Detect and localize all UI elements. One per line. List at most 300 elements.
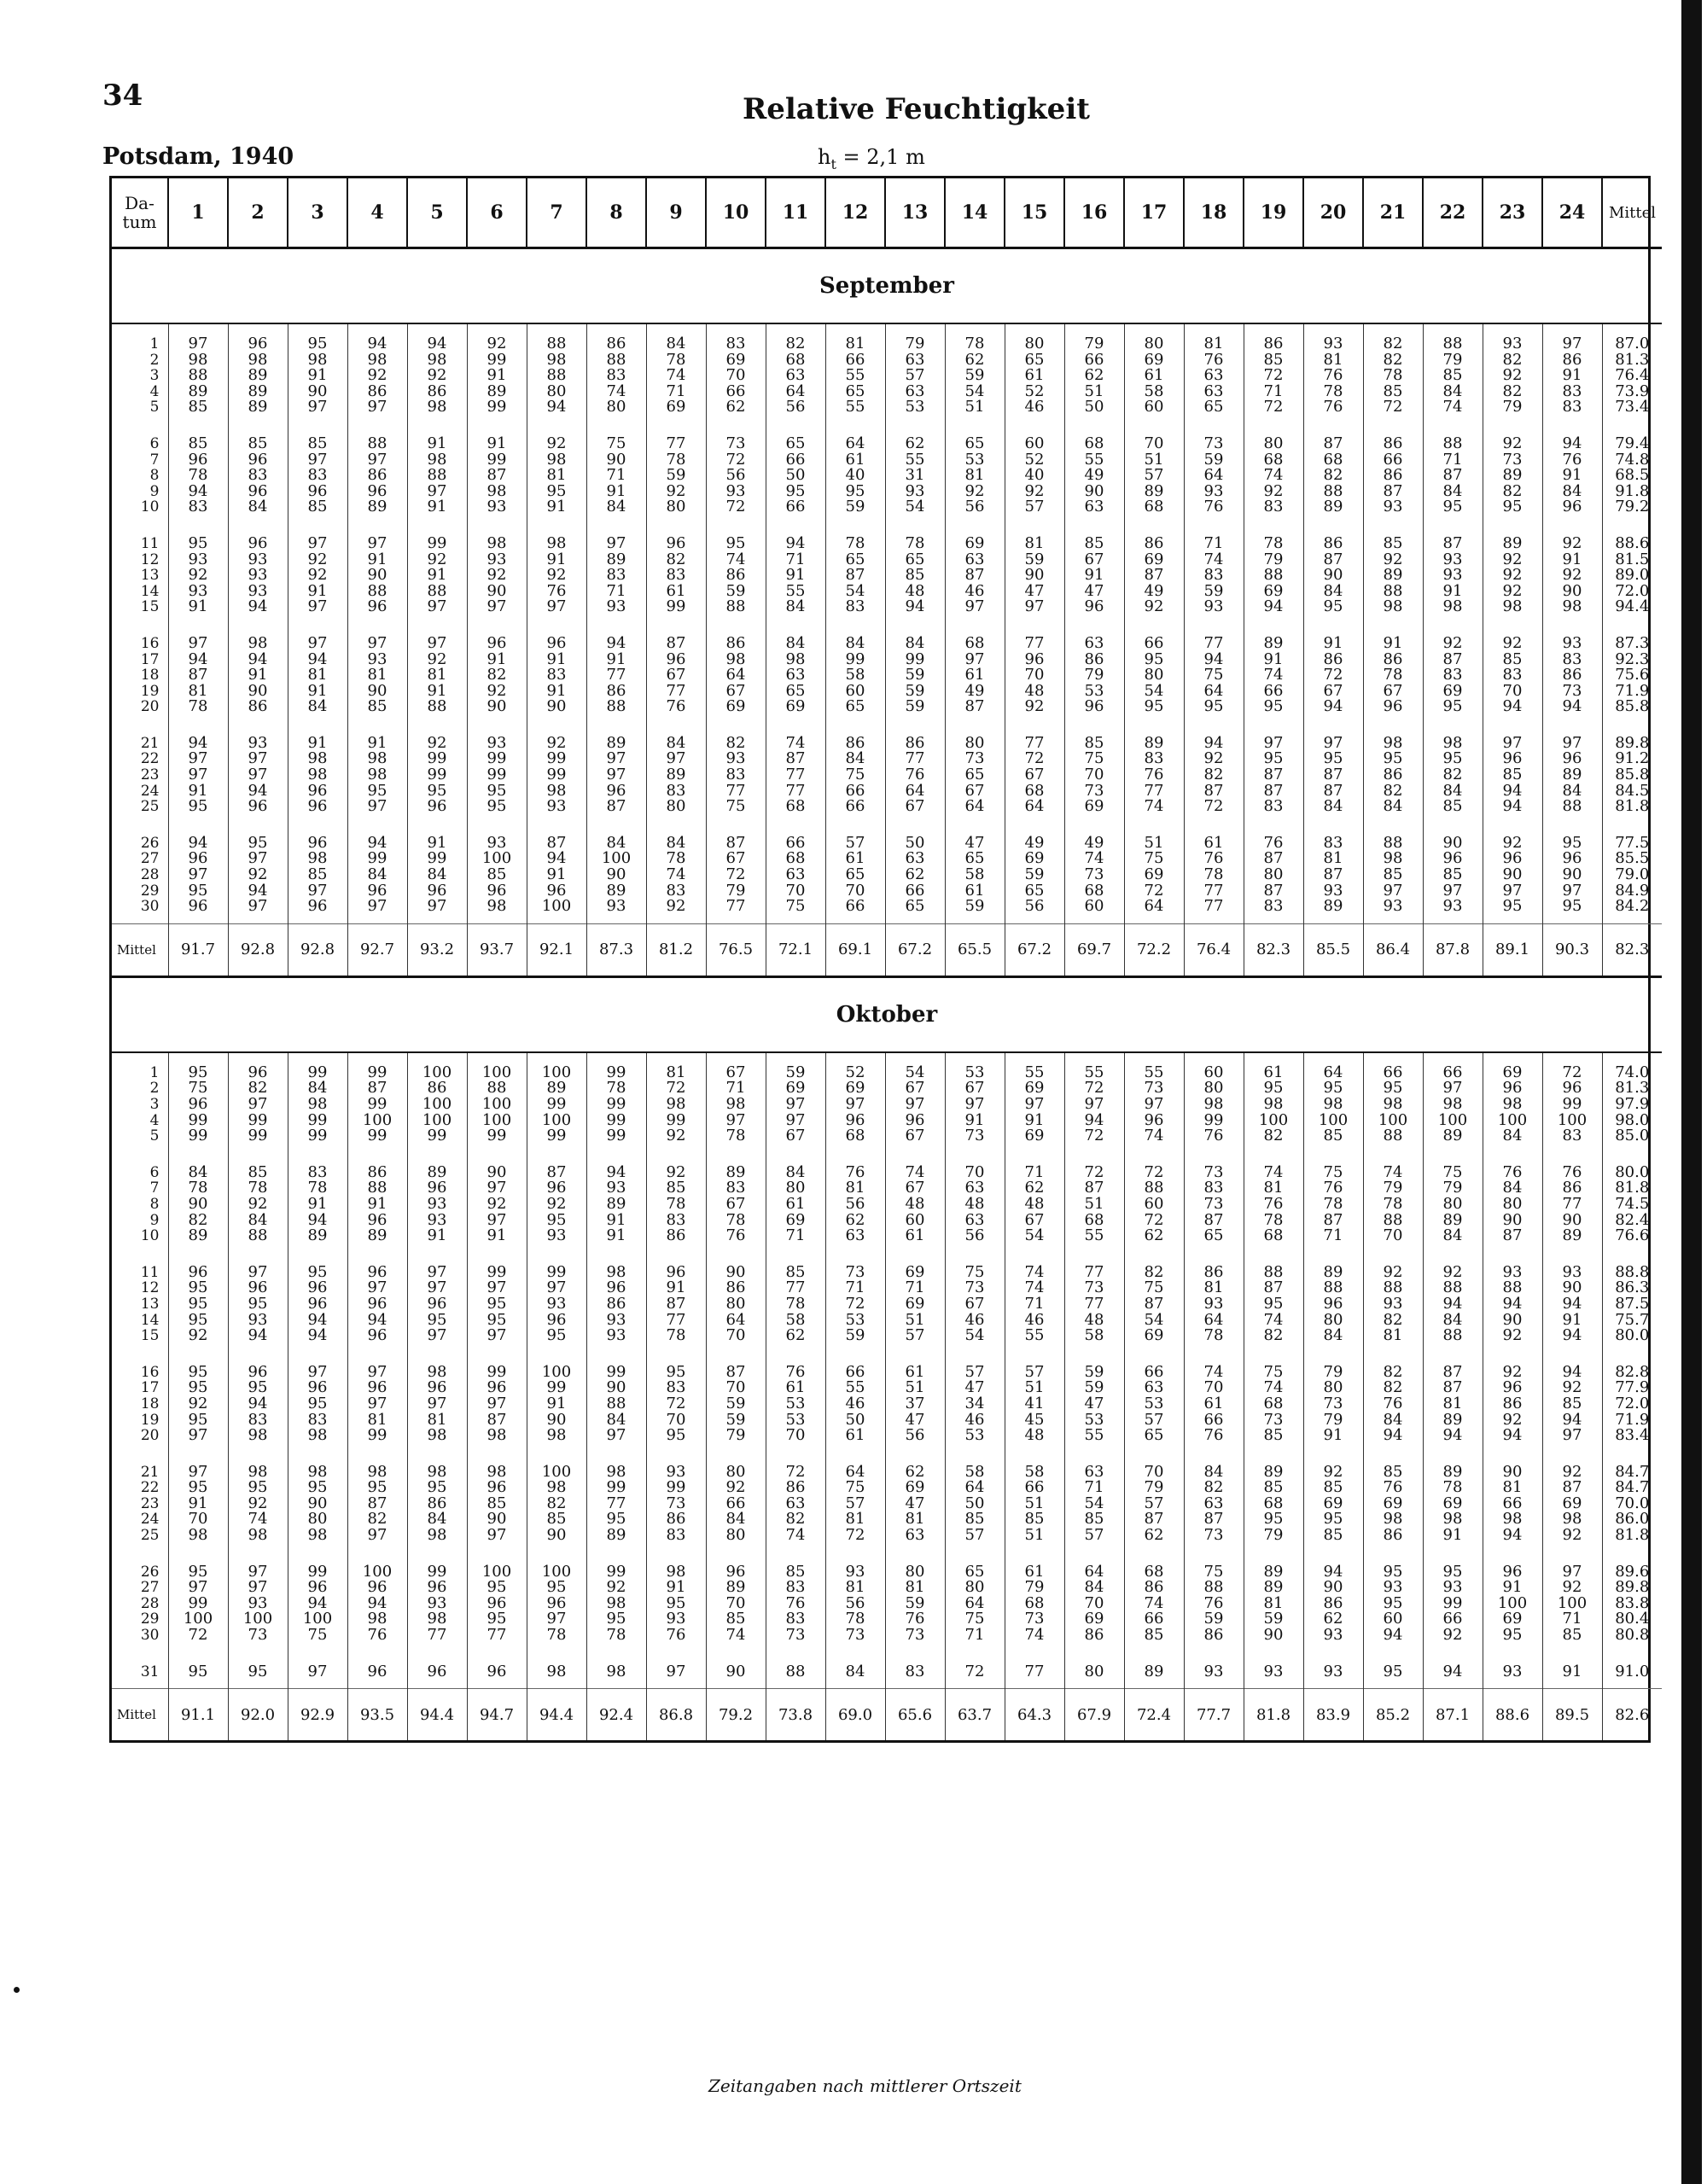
- humidity-cell: 84: [407, 867, 467, 883]
- date-cell: 29: [112, 883, 168, 900]
- humidity-cell: 100: [228, 1611, 288, 1628]
- humidity-cell: 66: [885, 883, 945, 900]
- daily-mean-cell: 91.2: [1615, 749, 1650, 768]
- humidity-cell: 75: [766, 899, 825, 923]
- humidity-cell: 76: [1483, 1153, 1542, 1181]
- humidity-cell: 62: [885, 867, 945, 883]
- humidity-cell: 72: [1124, 1153, 1184, 1181]
- humidity-cell: 93: [706, 751, 766, 767]
- daily-mean-cell: 74.5: [1615, 1194, 1650, 1213]
- daily-mean-cell: 80.8: [1615, 1626, 1650, 1645]
- humidity-cell: 93: [586, 899, 646, 923]
- date-cell: 24: [112, 783, 168, 800]
- column-header-hour: 6: [467, 178, 527, 248]
- humidity-cell: 85: [1064, 524, 1124, 552]
- humidity-cell: 83: [706, 323, 766, 352]
- humidity-cell: 95: [407, 1313, 467, 1329]
- hourly-mean-cell: 64.3: [1005, 1689, 1064, 1741]
- humidity-cell: 83: [168, 499, 228, 524]
- humidity-cell: 74: [1244, 1313, 1303, 1329]
- humidity-cell: 86: [586, 323, 646, 352]
- humidity-cell: 53: [885, 399, 945, 424]
- humidity-cell: 76: [1184, 1428, 1244, 1453]
- humidity-cell: 81: [825, 1180, 885, 1197]
- humidity-cell: 85: [467, 867, 527, 883]
- humidity-cell: 57: [885, 1328, 945, 1353]
- humidity-cell: 63: [825, 1228, 885, 1253]
- humidity-cell: 80: [646, 499, 706, 524]
- humidity-cell: 77: [766, 783, 825, 800]
- humidity-cell: 96: [228, 1052, 288, 1081]
- humidity-cell: 56: [766, 399, 825, 424]
- humidity-cell: 94: [228, 1328, 288, 1353]
- humidity-cell: 57: [1005, 1353, 1064, 1381]
- date-cell: 14: [112, 584, 168, 600]
- table-row: [112, 1628, 1662, 1652]
- humidity-cell: 93: [586, 1328, 646, 1353]
- humidity-cell: 94: [1303, 1552, 1363, 1581]
- hourly-mean-cell: 93.2: [407, 923, 467, 976]
- table-row: [112, 1052, 1662, 1081]
- humidity-cell: 92: [168, 1328, 228, 1353]
- humidity-cell: 85: [347, 699, 407, 724]
- humidity-cell: 74: [1124, 799, 1184, 824]
- humidity-cell: 73: [228, 1628, 288, 1652]
- humidity-cell: 73: [885, 1628, 945, 1652]
- humidity-cell: 93: [467, 499, 527, 524]
- humidity-cell: 98: [288, 1428, 347, 1453]
- daily-mean-cell: 81.8: [1615, 797, 1650, 816]
- date-cell: 22: [112, 1480, 168, 1496]
- hourly-mean-cell: 86.4: [1363, 923, 1423, 976]
- humidity-cell: 49: [1124, 584, 1184, 600]
- row-group: [112, 1652, 1662, 1689]
- humidity-cell: 90: [1303, 1580, 1363, 1596]
- humidity-cell: 69: [945, 524, 1005, 552]
- humidity-cell: 100: [1483, 1113, 1542, 1129]
- humidity-cell: 91: [527, 552, 586, 568]
- humidity-cell: 62: [766, 1328, 825, 1353]
- humidity-cell: 98: [347, 352, 407, 369]
- humidity-cell: 71: [1244, 384, 1303, 400]
- humidity-cell: 67: [885, 799, 945, 824]
- humidity-cell: 95: [347, 1480, 407, 1496]
- humidity-cell: 55: [1064, 452, 1124, 469]
- overall-mean-cell: 82.3: [1602, 923, 1662, 976]
- humidity-cell: 84: [1423, 783, 1483, 800]
- humidity-cell: 98: [586, 1652, 646, 1689]
- humidity-cell: 99: [586, 1353, 646, 1381]
- humidity-cell: 79: [1423, 352, 1483, 369]
- daily-mean-cell: 85.8: [1615, 697, 1650, 716]
- humidity-cell: 100: [527, 1353, 586, 1381]
- humidity-cell: 95: [1423, 499, 1483, 524]
- hourly-mean-cell: 87.8: [1423, 923, 1483, 976]
- humidity-cell: 64: [1064, 1552, 1124, 1581]
- humidity-cell: 89: [168, 384, 228, 400]
- table-row: [112, 1528, 1662, 1552]
- humidity-cell: 72: [706, 452, 766, 469]
- humidity-cell: 66: [825, 899, 885, 923]
- hourly-mean-cell: 72.4: [1124, 1689, 1184, 1741]
- humidity-cell: 48: [945, 1197, 1005, 1213]
- humidity-cell: 100: [467, 1113, 527, 1129]
- humidity-cell: 99: [407, 767, 467, 783]
- humidity-cell: 95: [1244, 1511, 1303, 1528]
- date-cell: 28: [112, 867, 168, 883]
- humidity-cell: 90: [467, 1153, 527, 1181]
- humidity-cell: 50: [1064, 399, 1124, 424]
- humidity-cell: 63: [1124, 1380, 1184, 1396]
- humidity-cell: 86: [885, 724, 945, 752]
- date-cell: 26: [112, 1552, 168, 1581]
- humidity-cell: 70: [1005, 667, 1064, 684]
- humidity-cell: 95: [288, 1480, 347, 1496]
- humidity-cell: 92: [467, 684, 527, 700]
- humidity-cell: 93: [228, 1313, 288, 1329]
- humidity-cell: 68: [1005, 1596, 1064, 1612]
- humidity-cell: 91: [288, 684, 347, 700]
- humidity-cell: 58: [1064, 1328, 1124, 1353]
- humidity-cell: 86: [1184, 1628, 1244, 1652]
- humidity-cell: 54: [885, 499, 945, 524]
- humidity-cell: 98: [527, 1428, 586, 1453]
- hourly-mean-cell: 77.7: [1184, 1689, 1244, 1741]
- humidity-cell: 82: [1483, 484, 1542, 500]
- humidity-cell: 61: [1005, 1552, 1064, 1581]
- column-header-hour: 10: [706, 178, 766, 248]
- humidity-cell: 65: [1184, 1228, 1244, 1253]
- column-header-hour: 22: [1423, 178, 1483, 248]
- humidity-cell: 48: [885, 584, 945, 600]
- humidity-cell: 97: [347, 1528, 407, 1552]
- humidity-cell: 96: [646, 652, 706, 668]
- humidity-cell: 95: [527, 1328, 586, 1353]
- humidity-cell: 74: [1005, 1628, 1064, 1652]
- humidity-cell: 85: [228, 424, 288, 452]
- humidity-cell: 91: [1005, 1113, 1064, 1129]
- humidity-cell: 96: [467, 1596, 527, 1612]
- humidity-cell: 96: [527, 1313, 586, 1329]
- humidity-cell: 93: [168, 552, 228, 568]
- humidity-cell: 97: [706, 1113, 766, 1129]
- humidity-cell: 88: [1423, 323, 1483, 352]
- humidity-cell: 76: [885, 767, 945, 783]
- humidity-cell: 93: [1363, 899, 1423, 923]
- humidity-cell: 90: [1542, 1213, 1602, 1229]
- humidity-cell: 59: [1244, 1611, 1303, 1628]
- humidity-cell: 94: [1483, 799, 1542, 824]
- humidity-cell: 88: [347, 1180, 407, 1197]
- humidity-cell: 91: [1542, 1652, 1602, 1689]
- hourly-mean-cell: 72.1: [766, 923, 825, 976]
- humidity-cell: 96: [586, 783, 646, 800]
- humidity-cell: 94: [766, 524, 825, 552]
- humidity-cell: 77: [766, 767, 825, 783]
- humidity-cell: 96: [1483, 1552, 1542, 1581]
- humidity-cell: 91: [467, 652, 527, 668]
- humidity-cell: 75: [1184, 1552, 1244, 1581]
- humidity-cell: 89: [1303, 899, 1363, 923]
- table-row: [112, 851, 1662, 867]
- humidity-cell: 98: [1363, 1511, 1423, 1528]
- humidity-cell: 63: [1184, 1496, 1244, 1512]
- humidity-cell: 71: [586, 584, 646, 600]
- humidity-cell: 93: [1483, 1253, 1542, 1281]
- humidity-cell: 75: [1184, 667, 1244, 684]
- table-row: [112, 568, 1662, 584]
- humidity-cell: 59: [825, 1328, 885, 1353]
- humidity-cell: 80: [1064, 1652, 1124, 1689]
- humidity-cell: 89: [1423, 1453, 1483, 1481]
- humidity-cell: 100: [527, 1453, 586, 1481]
- humidity-cell: 90: [1303, 568, 1363, 584]
- humidity-cell: 93: [527, 1228, 586, 1253]
- humidity-cell: 55: [825, 368, 885, 384]
- humidity-cell: 99: [586, 1052, 646, 1081]
- humidity-cell: 96: [407, 1180, 467, 1197]
- row-group: [112, 524, 1662, 624]
- humidity-cell: 88: [347, 584, 407, 600]
- daily-mean-cell: 77.5: [1615, 833, 1650, 852]
- humidity-cell: 86: [1184, 1253, 1244, 1281]
- daily-mean-cell: 83.4: [1615, 1426, 1650, 1445]
- humidity-cell: 89: [1124, 484, 1184, 500]
- humidity-cell: 78: [1244, 524, 1303, 552]
- row-group: [112, 624, 1662, 724]
- humidity-cell: 74: [1184, 1353, 1244, 1381]
- column-header-hour: 3: [288, 178, 347, 248]
- humidity-cell: 97: [347, 1353, 407, 1381]
- humidity-cell: 97: [288, 599, 347, 624]
- humidity-cell: 96: [467, 1380, 527, 1396]
- humidity-cell: 97: [1542, 1428, 1602, 1453]
- humidity-cell: 94: [527, 399, 586, 424]
- humidity-cell: 71: [1423, 452, 1483, 469]
- humidity-cell: 72: [168, 1628, 228, 1652]
- humidity-cell: 72: [1244, 399, 1303, 424]
- humidity-cell: 91: [347, 1197, 407, 1213]
- humidity-cell: 95: [407, 1480, 467, 1496]
- humidity-cell: 92: [1542, 1453, 1602, 1481]
- humidity-cell: 94: [407, 323, 467, 352]
- humidity-cell: 84: [646, 323, 706, 352]
- humidity-cell: 73: [1005, 1611, 1064, 1628]
- humidity-cell: 71: [1303, 1228, 1363, 1253]
- humidity-cell: 92: [1005, 699, 1064, 724]
- humidity-cell: 81: [1363, 1328, 1423, 1353]
- humidity-cell: 83: [706, 767, 766, 783]
- humidity-cell: 86: [347, 384, 407, 400]
- humidity-cell: 53: [945, 1428, 1005, 1453]
- date-cell: 9: [112, 1213, 168, 1229]
- humidity-cell: 91: [407, 824, 467, 852]
- humidity-cell: 70: [1363, 1228, 1423, 1253]
- humidity-cell: 72: [945, 1652, 1005, 1689]
- humidity-cell: 86: [1124, 524, 1184, 552]
- humidity-cell: 98: [407, 352, 467, 369]
- humidity-cell: 93: [407, 1197, 467, 1213]
- humidity-cell: 84: [1542, 783, 1602, 800]
- humidity-cell: 95: [168, 524, 228, 552]
- humidity-cell: 97: [407, 484, 467, 500]
- humidity-cell: 81: [407, 1412, 467, 1429]
- humidity-cell: 76: [1184, 352, 1244, 369]
- humidity-cell: 61: [825, 1428, 885, 1453]
- table-row: [112, 1097, 1662, 1113]
- humidity-cell: 73: [1184, 1153, 1244, 1181]
- humidity-cell: 92: [1483, 1353, 1542, 1381]
- humidity-cell: 73: [825, 1628, 885, 1652]
- humidity-cell: 57: [945, 1353, 1005, 1381]
- date-cell: 3: [112, 368, 168, 384]
- humidity-cell: 86: [706, 1280, 766, 1296]
- humidity-cell: 99: [527, 1253, 586, 1281]
- humidity-cell: 100: [467, 1052, 527, 1081]
- humidity-cell: 88: [407, 468, 467, 484]
- humidity-cell: 97: [228, 1552, 288, 1581]
- date-cell: 21: [112, 1453, 168, 1481]
- humidity-cell: 76: [825, 1153, 885, 1181]
- date-cell: 2: [112, 352, 168, 369]
- humidity-cell: 94: [1483, 1296, 1542, 1313]
- table-row: [112, 883, 1662, 900]
- humidity-cell: 65: [885, 552, 945, 568]
- humidity-cell: 77: [1184, 624, 1244, 652]
- humidity-cell: 81: [1184, 1280, 1244, 1296]
- humidity-cell: 68: [766, 851, 825, 867]
- humidity-cell: 84: [1483, 1128, 1542, 1153]
- table-row: [112, 699, 1662, 724]
- humidity-cell: 60: [1064, 899, 1124, 923]
- date-cell: 24: [112, 1511, 168, 1528]
- humidity-cell: 71: [1184, 524, 1244, 552]
- date-cell: 6: [112, 424, 168, 452]
- humidity-cell: 94: [1184, 652, 1244, 668]
- humidity-cell: 97: [347, 624, 407, 652]
- humidity-cell: 57: [885, 368, 945, 384]
- humidity-cell: 87: [1184, 1511, 1244, 1528]
- humidity-cell: 64: [766, 384, 825, 400]
- humidity-cell: 93: [1244, 1652, 1303, 1689]
- humidity-cell: 89: [347, 1228, 407, 1253]
- humidity-cell: 67: [885, 1128, 945, 1153]
- humidity-cell: 97: [586, 524, 646, 552]
- humidity-cell: 69: [1483, 1611, 1542, 1628]
- humidity-cell: 76: [1303, 399, 1363, 424]
- humidity-cell: 98: [646, 1097, 706, 1113]
- humidity-cell: 92: [288, 568, 347, 584]
- humidity-cell: 47: [885, 1496, 945, 1512]
- humidity-cell: 83: [1244, 499, 1303, 524]
- humidity-cell: 71: [1064, 1480, 1124, 1496]
- humidity-cell: 98: [766, 652, 825, 668]
- hourly-mean-cell: 76.5: [706, 923, 766, 976]
- humidity-cell: 65: [766, 684, 825, 700]
- humidity-cell: 78: [945, 323, 1005, 352]
- humidity-cell: 82: [1423, 767, 1483, 783]
- humidity-cell: 72: [1303, 667, 1363, 684]
- humidity-cell: 73: [945, 1128, 1005, 1153]
- humidity-cell: 91: [586, 1228, 646, 1253]
- humidity-cell: 86: [1124, 1580, 1184, 1596]
- month-heading: September: [112, 248, 1662, 324]
- humidity-cell: 94: [347, 1596, 407, 1612]
- daily-mean-cell: 88.6: [1615, 533, 1650, 552]
- humidity-cell: 92: [1483, 368, 1542, 384]
- page-speck: [14, 1987, 20, 1993]
- humidity-cell: 96: [1542, 1080, 1602, 1097]
- humidity-cell: 100: [407, 1052, 467, 1081]
- humidity-cell: 80: [885, 1552, 945, 1581]
- humidity-cell: 93: [1542, 1253, 1602, 1281]
- date-cell: 7: [112, 452, 168, 469]
- humidity-cell: 76: [527, 584, 586, 600]
- humidity-cell: 74: [646, 867, 706, 883]
- humidity-cell: 91: [467, 368, 527, 384]
- date-cell: 8: [112, 468, 168, 484]
- daily-mean-cell: 84.9: [1615, 881, 1650, 900]
- humidity-cell: 89: [1244, 624, 1303, 652]
- humidity-cell: 97: [646, 751, 706, 767]
- date-cell: 2: [112, 1080, 168, 1097]
- humidity-cell: 82: [766, 1511, 825, 1528]
- humidity-cell: 65: [1005, 883, 1064, 900]
- humidity-cell: 60: [825, 684, 885, 700]
- humidity-cell: 77: [706, 899, 766, 923]
- humidity-cell: 97: [1244, 724, 1303, 752]
- humidity-cell: 68: [1124, 1552, 1184, 1581]
- humidity-cell: 79: [706, 883, 766, 900]
- humidity-cell: 68: [1244, 1396, 1303, 1412]
- humidity-cell: 96: [347, 1253, 407, 1281]
- humidity-cell: 51: [885, 1313, 945, 1329]
- humidity-cell: 74: [706, 1628, 766, 1652]
- date-cell: 12: [112, 552, 168, 568]
- humidity-cell: 70: [706, 368, 766, 384]
- humidity-cell: 78: [1363, 368, 1423, 384]
- humidity-cell: 96: [228, 323, 288, 352]
- humidity-cell: 73: [1244, 1412, 1303, 1429]
- humidity-cell: 48: [1064, 1313, 1124, 1329]
- humidity-cell: 92: [1542, 524, 1602, 552]
- humidity-cell: 88: [467, 1080, 527, 1097]
- daily-mean-cell: 81.3: [1615, 1079, 1650, 1098]
- humidity-cell: 98: [1363, 724, 1423, 752]
- humidity-cell: 96: [288, 1580, 347, 1596]
- humidity-cell: 96: [1542, 851, 1602, 867]
- humidity-cell: 96: [228, 524, 288, 552]
- humidity-cell: 73: [1542, 684, 1602, 700]
- humidity-cell: 56: [945, 1228, 1005, 1253]
- humidity-cell: 75: [288, 1628, 347, 1652]
- humidity-cell: 96: [347, 599, 407, 624]
- humidity-cell: 88: [1184, 1580, 1244, 1596]
- humidity-cell: 95: [168, 1480, 228, 1496]
- humidity-cell: 96: [168, 452, 228, 469]
- humidity-cell: 76: [646, 1628, 706, 1652]
- date-cell: 31: [112, 1652, 168, 1689]
- humidity-cell: 76: [646, 699, 706, 724]
- humidity-cell: 53: [825, 1313, 885, 1329]
- humidity-cell: 92: [1483, 568, 1542, 584]
- humidity-cell: 79: [1363, 1180, 1423, 1197]
- humidity-cell: 96: [347, 1652, 407, 1689]
- humidity-cell: 72: [1124, 883, 1184, 900]
- humidity-cell: 84: [288, 1080, 347, 1097]
- humidity-cell: 53: [945, 452, 1005, 469]
- humidity-cell: 97: [407, 624, 467, 652]
